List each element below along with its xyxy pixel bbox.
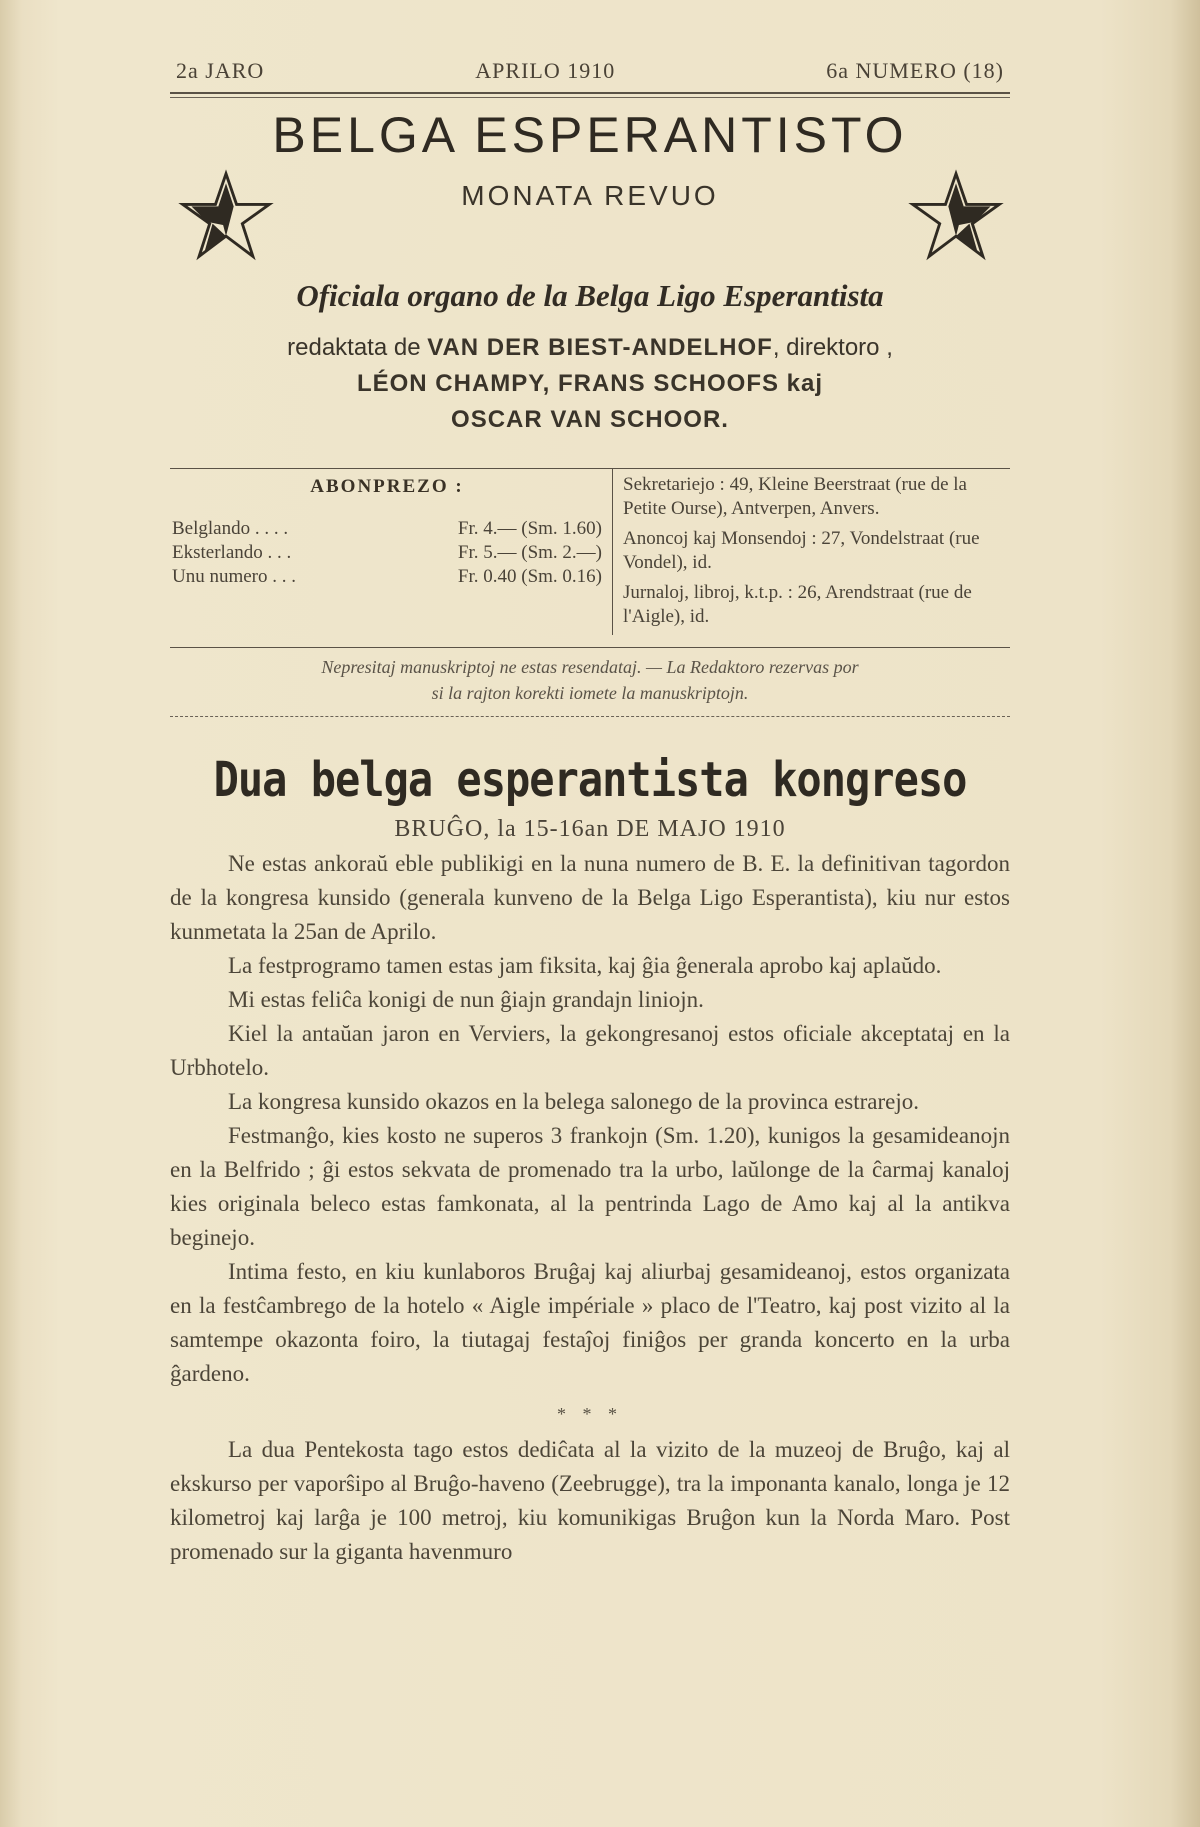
- editors-block: [170, 330, 1010, 438]
- magazine-page: [170, 58, 1010, 1569]
- subtitle-row: [170, 168, 1010, 264]
- article-title: Dua belga esperantista kongreso: [213, 751, 967, 808]
- magazine-title: BELGA ESPERANTISTO: [272, 107, 908, 163]
- paragraph: Intima festo, en kiu kunlaboros Bruĝaj kaj aliurbaj gesamideanoj, estos organizata en la festĉambrego de la hotelo « Aigle impériale » placo de l'Teatro, kaj post vizito al la samtempe okazonta foiro, la tiutagaj festaĵoj finiĝos per granda koncerto en la urba ĝardeno.: [170, 1259, 1010, 1386]
- director-name: VAN DER BIEST-ANDELHOF: [427, 334, 773, 361]
- header-number: 6a NUMERO (18): [826, 58, 1004, 83]
- address-journals: Jurnaloj, libroj, k.t.p. : 26, Arendstraat (rue de l'Aigle), id.: [623, 582, 972, 627]
- asterism: * * *: [557, 1404, 623, 1424]
- header-rule-thin: [170, 97, 1010, 98]
- box-rule-dashed: [170, 716, 1010, 717]
- editors-line-2: LÉON CHAMPY, FRANS SCHOOFS kaj: [356, 370, 824, 397]
- paragraph: La festprogramo tamen estas jam fiksita, kaj ĝia ĝenerala aprobo kaj aplaŭdo.: [228, 953, 942, 978]
- paragraph: Ne estas ankoraŭ eble publikigi en la nuna numero de B. E. la definitivan tagordon de la kongresa kunsido (generala kunveno de la Belga Ligo Esperantista), kiu nur estos kunmetata la 25an de Aprilo.: [170, 851, 1010, 944]
- official-organ-line: Oficiala organo de la Belga Ligo Esperantista: [296, 278, 884, 313]
- paragraph: La dua Pentekosta tago estos dediĉata al la vizito de la muzeoj de Bruĝo, kaj al ekskurso per vaporŝipo al Bruĝo-haveno (Zeebrugge), tra la imponanta kanalo, longa je 12 kilometroj kaj larĝa je 100 metroj, kiu komunikigas Bruĝon kun la Norda Maro. Post promenado sur la giganta havenmuro: [170, 1437, 1010, 1564]
- magazine-subtitle: MONATA REVUO: [461, 180, 719, 211]
- price-row: Unu numero . . . Fr. 0.40 (Sm. 0.16): [172, 566, 602, 587]
- header-rule: [170, 92, 1010, 94]
- paragraph: Kiel la antaŭan jaron en Verviers, la gekongresanoj estos oficiale akceptataj en la Urbhotelo.: [170, 1021, 1010, 1080]
- price-row: Eksterlando . . . Fr. 5.— (Sm. 2.—): [172, 542, 602, 563]
- editors-line-3: OSCAR VAN SCHOOR.: [451, 406, 729, 433]
- paragraph: Mi estas feliĉa konigi de nun ĝiajn grandajn liniojn.: [228, 987, 704, 1012]
- manuscript-notice: Nepresitaj manuskriptoj ne estas resendataj. — La Redaktoro rezervas por si la rajton korekti iomete la manuskriptojn.: [321, 657, 859, 703]
- article-subtitle: BRUĜO, la 15-16an DE MAJO 1910: [394, 816, 786, 842]
- address-announcements: Anoncoj kaj Monsendoj : 27, Vondelstraat (rue Vondel), id.: [623, 528, 980, 573]
- editors-line-1: redaktata de VAN DER BIEST-ANDELHOF, direktoro ,: [287, 334, 893, 361]
- price-list: [170, 469, 612, 635]
- address-list: [612, 469, 1010, 635]
- article-body: [170, 847, 1010, 1569]
- price-row: Belglando . . . . Fr. 4.— (Sm. 1.60): [172, 518, 602, 539]
- star-icon: [908, 168, 1004, 264]
- subscription-box: [170, 468, 1010, 635]
- running-header: [170, 58, 1010, 84]
- header-month: APRILO 1910: [475, 58, 616, 83]
- paragraph: Festmanĝo, kies kosto ne superos 3 frankojn (Sm. 1.20), kunigos la gesamideanojn en la Belfrido ; ĝi estos sekvata de promenado tra la urbo, laŭlonge de la ĉarmaj kanaloj kies originala beleco estas famkonata, al la pentrinda Lago de Amo kaj al la antikva beginejo.: [170, 1123, 1010, 1250]
- paragraph: La kongresa kunsido okazos en la belega salonego de la provinca estrarejo.: [228, 1089, 920, 1114]
- address-secretariat: Sekretariejo : 49, Kleine Beerstraat (rue de la Petite Ourse), Antverpen, Anvers.: [623, 474, 967, 519]
- header-year: 2a JARO: [176, 58, 265, 83]
- price-heading: ABONPREZO :: [310, 476, 464, 497]
